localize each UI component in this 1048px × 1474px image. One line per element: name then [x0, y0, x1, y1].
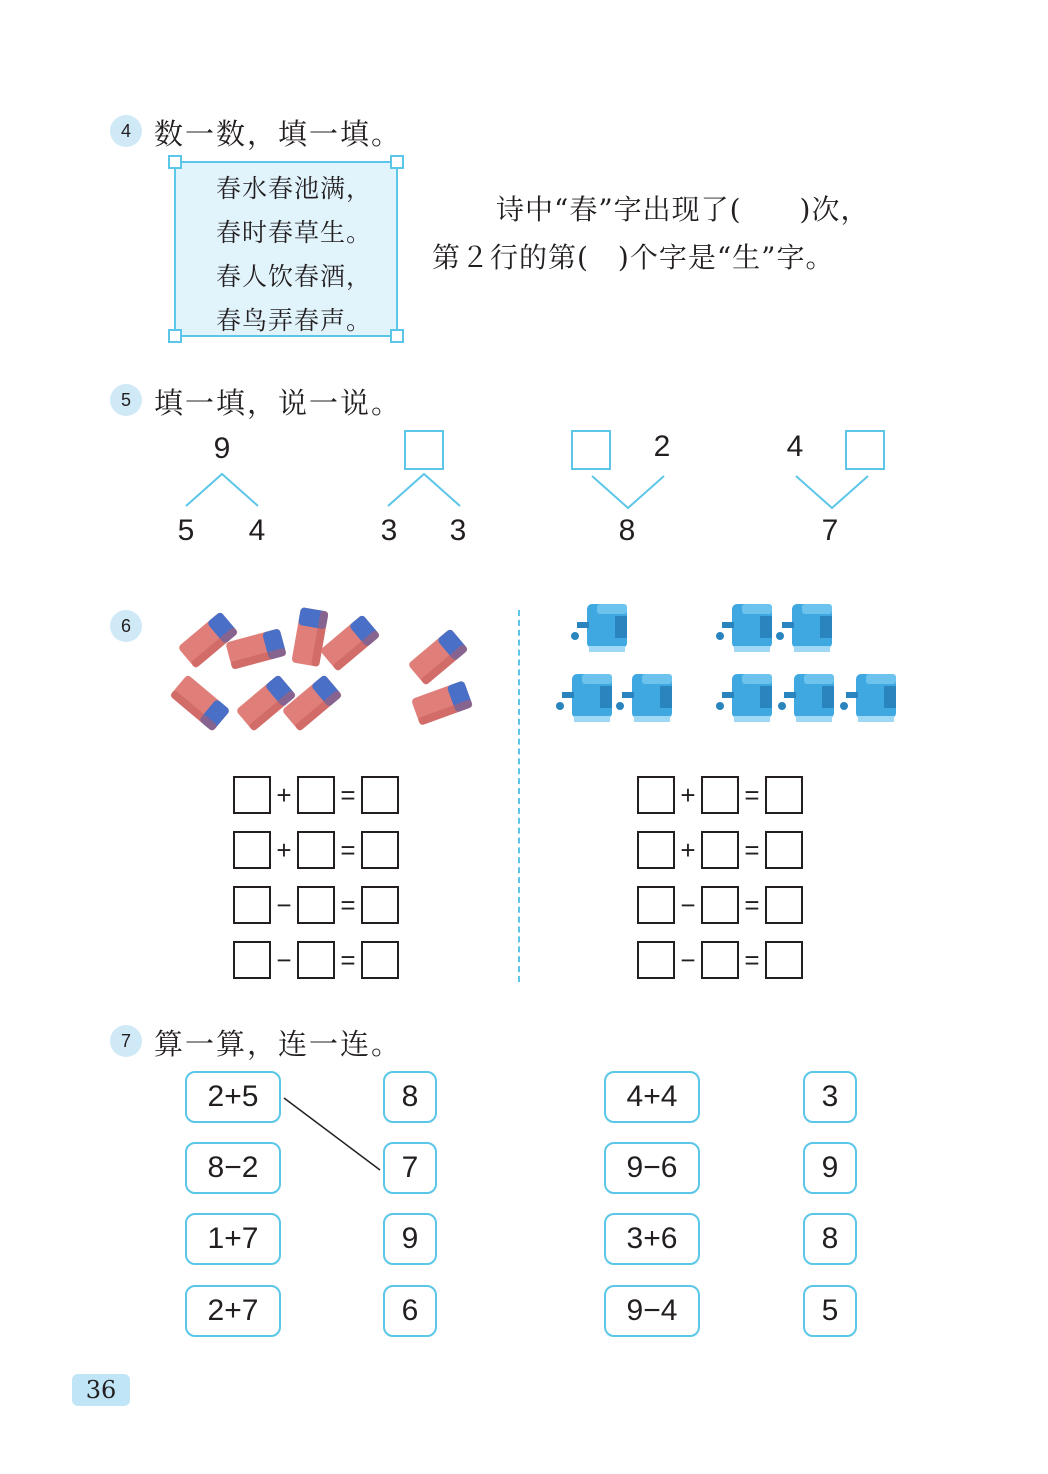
equals-sign: =	[744, 835, 760, 865]
answer-box[interactable]	[361, 776, 399, 814]
compose-bottom-number: 8	[618, 514, 636, 547]
answer-box[interactable]	[233, 776, 271, 814]
example-connect-line	[280, 1094, 384, 1174]
equals-sign: =	[340, 835, 356, 865]
answer-box[interactable]	[361, 886, 399, 924]
split-lines	[382, 470, 466, 510]
operator: −	[276, 945, 292, 975]
answer-box[interactable]	[571, 430, 611, 470]
answer-box[interactable]	[765, 776, 803, 814]
answer-box[interactable]	[361, 941, 399, 979]
expression-card[interactable]: 2+5	[185, 1071, 281, 1123]
compose-right-number: 2	[653, 430, 671, 463]
poem-line: 春水春池满，	[216, 174, 373, 203]
operator: −	[680, 890, 696, 920]
poem-question-line-1: 诗中“春”字出现了( )次，	[496, 193, 870, 226]
operator: −	[276, 890, 292, 920]
answer-box[interactable]	[297, 941, 335, 979]
equals-sign: =	[340, 780, 356, 810]
operator: +	[680, 835, 696, 865]
split-top-number: 9	[213, 432, 231, 465]
answer-box[interactable]	[701, 886, 739, 924]
result-card[interactable]: 5	[803, 1285, 857, 1337]
poem-corner	[168, 155, 182, 169]
compose-left-number: 4	[786, 430, 804, 463]
equals-sign: =	[744, 780, 760, 810]
split-right-number: 3	[449, 514, 467, 547]
answer-box[interactable]	[297, 776, 335, 814]
answer-box[interactable]	[297, 831, 335, 869]
answer-box[interactable]	[233, 831, 271, 869]
result-card[interactable]: 8	[803, 1213, 857, 1265]
split-left-number: 5	[177, 514, 195, 547]
poem-question-line-2: 第２行的第( )个字是“生”字。	[432, 241, 835, 274]
answer-box[interactable]	[404, 430, 444, 470]
poem-line: 春鸟弄春声。	[216, 306, 373, 335]
equals-sign: =	[340, 890, 356, 920]
result-card[interactable]: 9	[383, 1213, 437, 1265]
question-5-badge: 5	[110, 384, 142, 416]
poem-corner	[168, 329, 182, 343]
expression-card[interactable]: 9−6	[604, 1142, 700, 1194]
compose-bottom-number: 7	[821, 514, 839, 547]
expression-card[interactable]: 3+6	[604, 1213, 700, 1265]
operator: +	[680, 780, 696, 810]
eraser-picture	[160, 595, 490, 745]
question-4-title: 数一数，填一填。	[154, 117, 403, 151]
question-7-title: 算一算，连一连。	[154, 1027, 403, 1061]
compose-lines	[790, 472, 874, 512]
operator: +	[276, 835, 292, 865]
expression-card[interactable]: 2+7	[185, 1285, 281, 1337]
split-left-number: 3	[380, 514, 398, 547]
pencil-sharpener-picture	[548, 598, 908, 728]
divider-line	[518, 610, 520, 982]
answer-box[interactable]	[233, 886, 271, 924]
split-lines	[180, 470, 264, 510]
expression-card[interactable]: 9−4	[604, 1285, 700, 1337]
answer-box[interactable]	[233, 941, 271, 979]
answer-box[interactable]	[765, 941, 803, 979]
question-4-badge: 4	[110, 115, 142, 147]
equals-sign: =	[744, 945, 760, 975]
poem-line: 春时春草生。	[216, 218, 373, 247]
result-card[interactable]: 8	[383, 1071, 437, 1123]
expression-card[interactable]: 8−2	[185, 1142, 281, 1194]
result-card[interactable]: 9	[803, 1142, 857, 1194]
result-card[interactable]: 3	[803, 1071, 857, 1123]
question-5-title: 填一填，说一说。	[154, 386, 403, 420]
question-6-badge: 6	[110, 610, 142, 642]
answer-box[interactable]	[701, 776, 739, 814]
answer-box[interactable]	[637, 941, 675, 979]
operator: −	[680, 945, 696, 975]
answer-box[interactable]	[701, 831, 739, 869]
operator: +	[276, 780, 292, 810]
result-card[interactable]: 7	[383, 1142, 437, 1194]
poem-corner	[390, 155, 404, 169]
answer-box[interactable]	[845, 430, 885, 470]
equals-sign: =	[340, 945, 356, 975]
equals-sign: =	[744, 890, 760, 920]
poem-line: 春人饮春酒，	[216, 262, 373, 291]
page-number: 36	[72, 1374, 130, 1406]
split-right-number: 4	[248, 514, 266, 547]
expression-card[interactable]: 1+7	[185, 1213, 281, 1265]
answer-box[interactable]	[701, 941, 739, 979]
poem-box	[174, 161, 398, 337]
answer-box[interactable]	[637, 886, 675, 924]
answer-box[interactable]	[637, 776, 675, 814]
answer-box[interactable]	[297, 886, 335, 924]
answer-box[interactable]	[765, 886, 803, 924]
answer-box[interactable]	[637, 831, 675, 869]
question-7-badge: 7	[110, 1025, 142, 1057]
answer-box[interactable]	[765, 831, 803, 869]
compose-lines	[586, 472, 670, 512]
answer-box[interactable]	[361, 831, 399, 869]
result-card[interactable]: 6	[383, 1285, 437, 1337]
poem-corner	[390, 329, 404, 343]
expression-card[interactable]: 4+4	[604, 1071, 700, 1123]
